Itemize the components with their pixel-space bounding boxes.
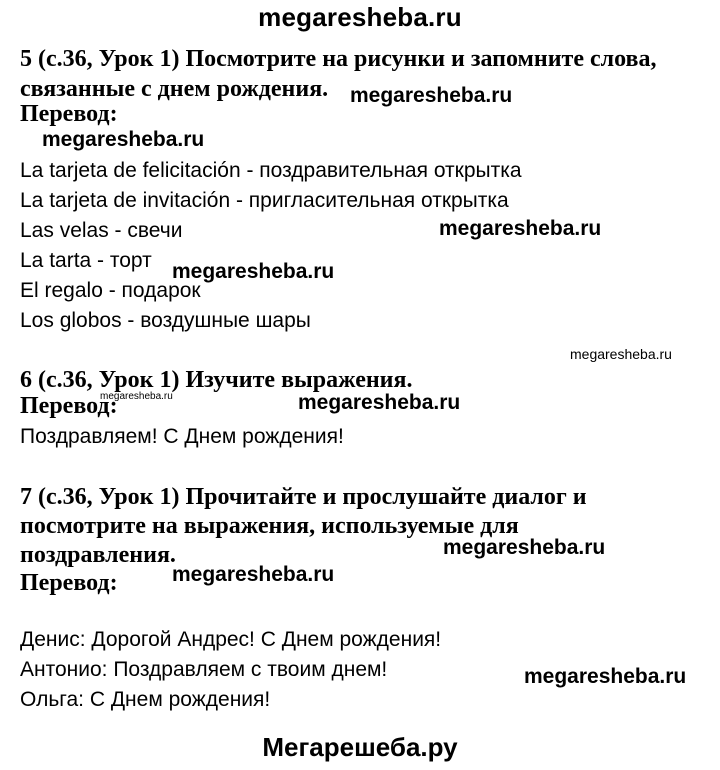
watermark: megaresheba.ru	[172, 260, 335, 283]
task5-heading-line1: 5 (с.36, Урок 1) Посмотрите на рисунки и запомните слова,	[20, 46, 657, 72]
watermark: megaresheba.ru	[439, 217, 602, 240]
watermark: megaresheba.ru	[42, 128, 205, 151]
watermark: megaresheba.ru	[100, 391, 173, 402]
watermark: megaresheba.ru	[172, 563, 335, 586]
watermark: megaresheba.ru	[443, 536, 606, 559]
task7-line: Антонио: Поздравляем с твоим днем!	[20, 658, 388, 681]
task7-line: Денис: Дорогой Андрес! С Днем рождения!	[20, 628, 442, 651]
watermark: megaresheba.ru	[350, 84, 513, 107]
watermark: megaresheba.ru	[570, 346, 672, 362]
task6-heading: 6 (с.36, Урок 1) Изучите выражения.	[20, 367, 413, 393]
task5-heading-line2: связанные с днем рождения.	[20, 76, 329, 102]
task7-heading-line1: 7 (с.36, Урок 1) Прочитайте и прослушайте диалог и	[20, 484, 587, 510]
watermark: megaresheba.ru	[298, 391, 461, 414]
task5-line: Los globos - воздушные шары	[20, 309, 311, 332]
site-watermark-header: megaresheba.ru	[258, 2, 462, 32]
task6-translation-label: Перевод:	[20, 393, 118, 419]
task7-translation-label: Перевод:	[20, 570, 118, 596]
watermark: megaresheba.ru	[524, 665, 687, 688]
task7-line: Ольга: С Днем рождения!	[20, 688, 271, 711]
task5-translation-label: Перевод:	[20, 101, 118, 127]
task5-line: La tarjeta de felicitación - поздравительная открытка	[20, 159, 522, 182]
task5-line: La tarta - торт	[20, 249, 152, 272]
site-footer-title: Мегарешеба.ру	[262, 732, 458, 762]
task6-line: Поздравляем! С Днем рождения!	[20, 425, 344, 448]
task5-line: El regalo - подарок	[20, 279, 201, 302]
task5-line: Las velas - свечи	[20, 219, 183, 242]
task5-line: La tarjeta de invitación - пригласительная открытка	[20, 189, 509, 212]
task7-heading-line2: посмотрите на выражения, используемые для	[20, 513, 519, 539]
task7-heading-line3: поздравления.	[20, 542, 176, 568]
